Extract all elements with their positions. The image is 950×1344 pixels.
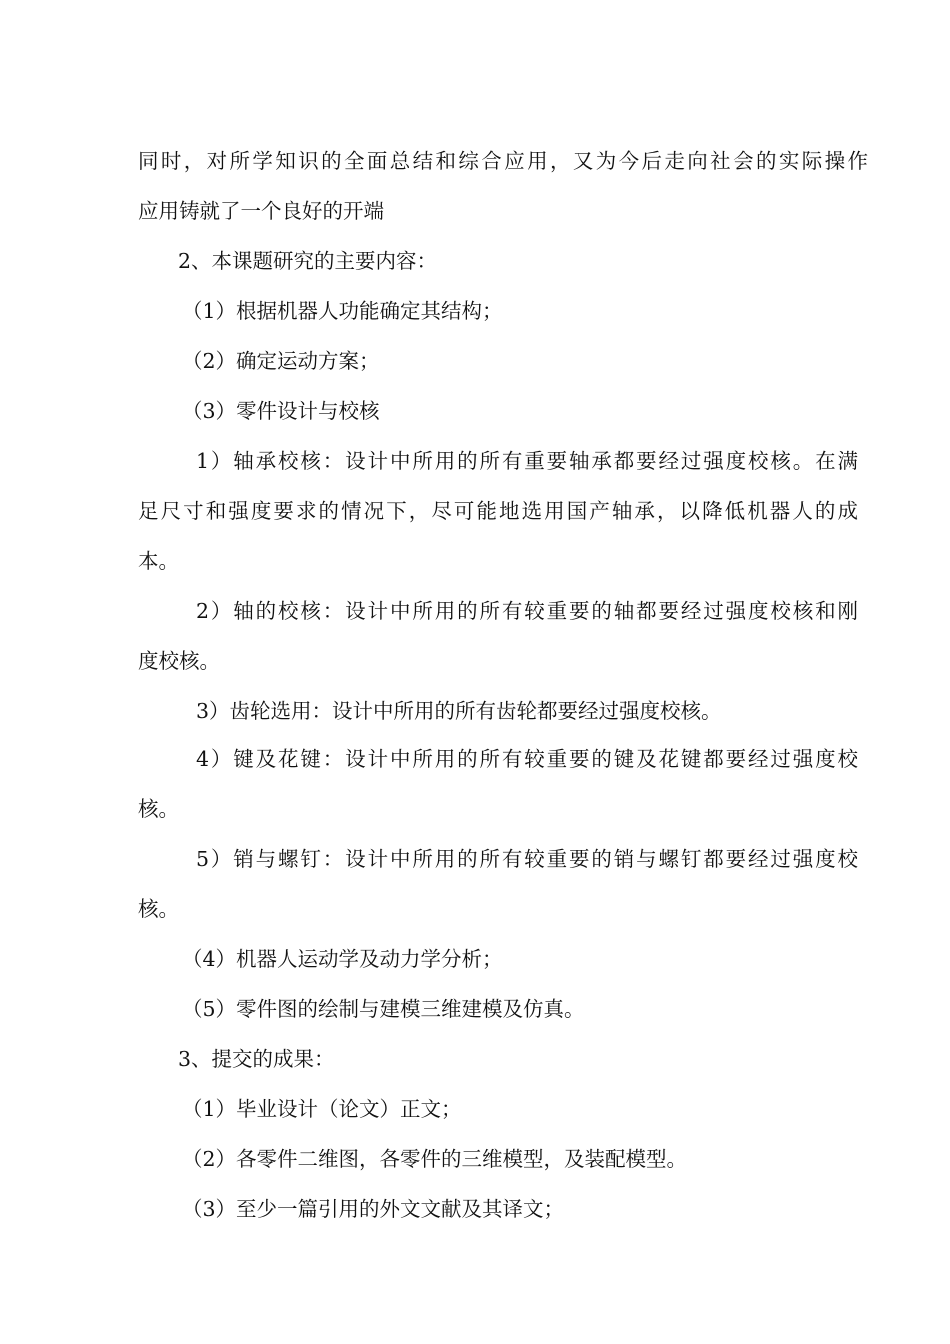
sub-item-line: 2）轴的校核：设计中所用的所有较重要的轴都要经过强度校核和刚 [196,599,858,623]
sub-item-line: 5）销与螺钉：设计中所用的所有较重要的销与螺钉都要经过强度校 [196,847,858,871]
section-heading: 3、提交的成果： [178,1047,335,1071]
section-heading: 2、本课题研究的主要内容： [178,249,438,273]
list-item: （2）确定运动方案； [182,349,380,373]
list-item: （2）各零件二维图，各零件的三维模型，及装配模型。 [182,1147,688,1171]
sub-item-line: 核。 [138,897,179,921]
sub-item-line: 足尺寸和强度要求的情况下，尽可能地选用国产轴承，以降低机器人的成 [138,499,858,523]
list-item: （5）零件图的绘制与建模三维建模及仿真。 [182,997,585,1021]
list-item: （1）根据机器人功能确定其结构； [182,299,503,323]
list-item: （4）机器人运动学及动力学分析； [182,947,503,971]
paragraph-line: 应用铸就了一个良好的开端 [138,199,384,223]
paragraph-line: 同时，对所学知识的全面总结和综合应用，又为今后走向社会的实际操作 [138,149,868,173]
sub-item-line: 核。 [138,797,179,821]
sub-item-line: 4）键及花键：设计中所用的所有较重要的键及花键都要经过强度校 [196,747,858,771]
list-item: （3）至少一篇引用的外文文献及其译文； [182,1197,565,1221]
sub-item-line: 本。 [138,549,179,573]
list-item: （3）零件设计与校核 [182,399,380,423]
list-item: （1）毕业设计（论文）正文； [182,1097,462,1121]
sub-item-line: 1）轴承校核：设计中所用的所有重要轴承都要经过强度校核。在满 [196,449,858,473]
sub-item-line: 度校核。 [138,649,220,673]
sub-item-line: 3）齿轮选用：设计中所用的所有齿轮都要经过强度校核。 [196,699,722,723]
